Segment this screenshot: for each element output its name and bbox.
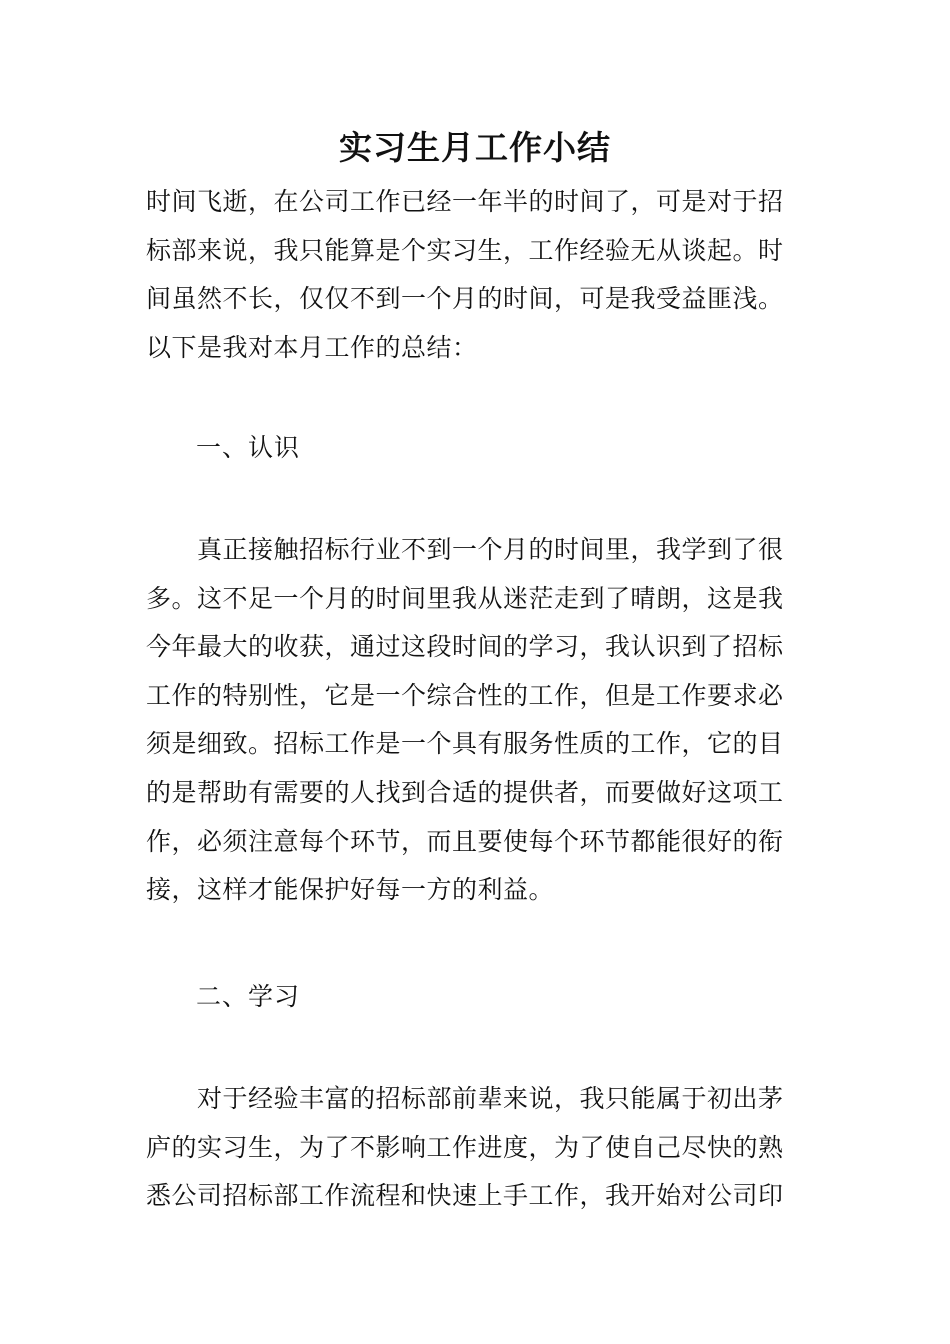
paragraph-line: 对于经验丰富的招标部前辈来说，我只能属于初出茅 <box>146 1084 784 1113</box>
paragraph-line: 作，必须注意每个环节，而且要使每个环节都能很好的衔 <box>146 826 784 856</box>
intro-paragraph <box>146 178 806 372</box>
section1-paragraph <box>146 526 806 915</box>
intro-line: 以下是我对本月工作的总结： <box>146 332 478 362</box>
section2-paragraph <box>146 1075 806 1221</box>
intro-line: 间虽然不长，仅仅不到一个月的时间，可是我受益匪浅。 <box>146 284 784 314</box>
section-heading-1: 一、认识 <box>196 433 301 462</box>
paragraph-line: 工作的特别性，它是一个综合性的工作，但是工作要求必 <box>146 680 784 710</box>
paragraph-line: 须是细致。招标工作是一个具有服务性质的工作，它的目 <box>146 729 784 759</box>
paragraph-line: 庐的实习生，为了不影响工作进度，为了使自己尽快的熟 <box>146 1132 784 1162</box>
paragraph-line: 悉公司招标部工作流程和快速上手工作，我开始对公司印 <box>146 1181 784 1211</box>
document-title: 实习生月工作小结 <box>339 128 611 167</box>
intro-line: 时间飞逝，在公司工作已经一年半的时间了，可是对于招 <box>146 187 784 216</box>
paragraph-line: 的是帮助有需要的人找到合适的提供者，而要做好这项工 <box>146 777 784 807</box>
paragraph-line: 今年最大的收获，通过这段时间的学习，我认识到了招标 <box>146 632 784 662</box>
paragraph-line: 接，这样才能保护好每一方的利益。 <box>146 875 555 905</box>
paragraph-line: 真正接触招标行业不到一个月的时间里，我学到了很 <box>146 535 784 564</box>
section-heading-2: 二、学习 <box>196 982 301 1011</box>
paragraph-line: 多。这不足一个月的时间里我从迷茫走到了晴朗，这是我 <box>146 583 784 613</box>
intro-line: 标部来说，我只能算是个实习生，工作经验无从谈起。时 <box>146 235 784 265</box>
